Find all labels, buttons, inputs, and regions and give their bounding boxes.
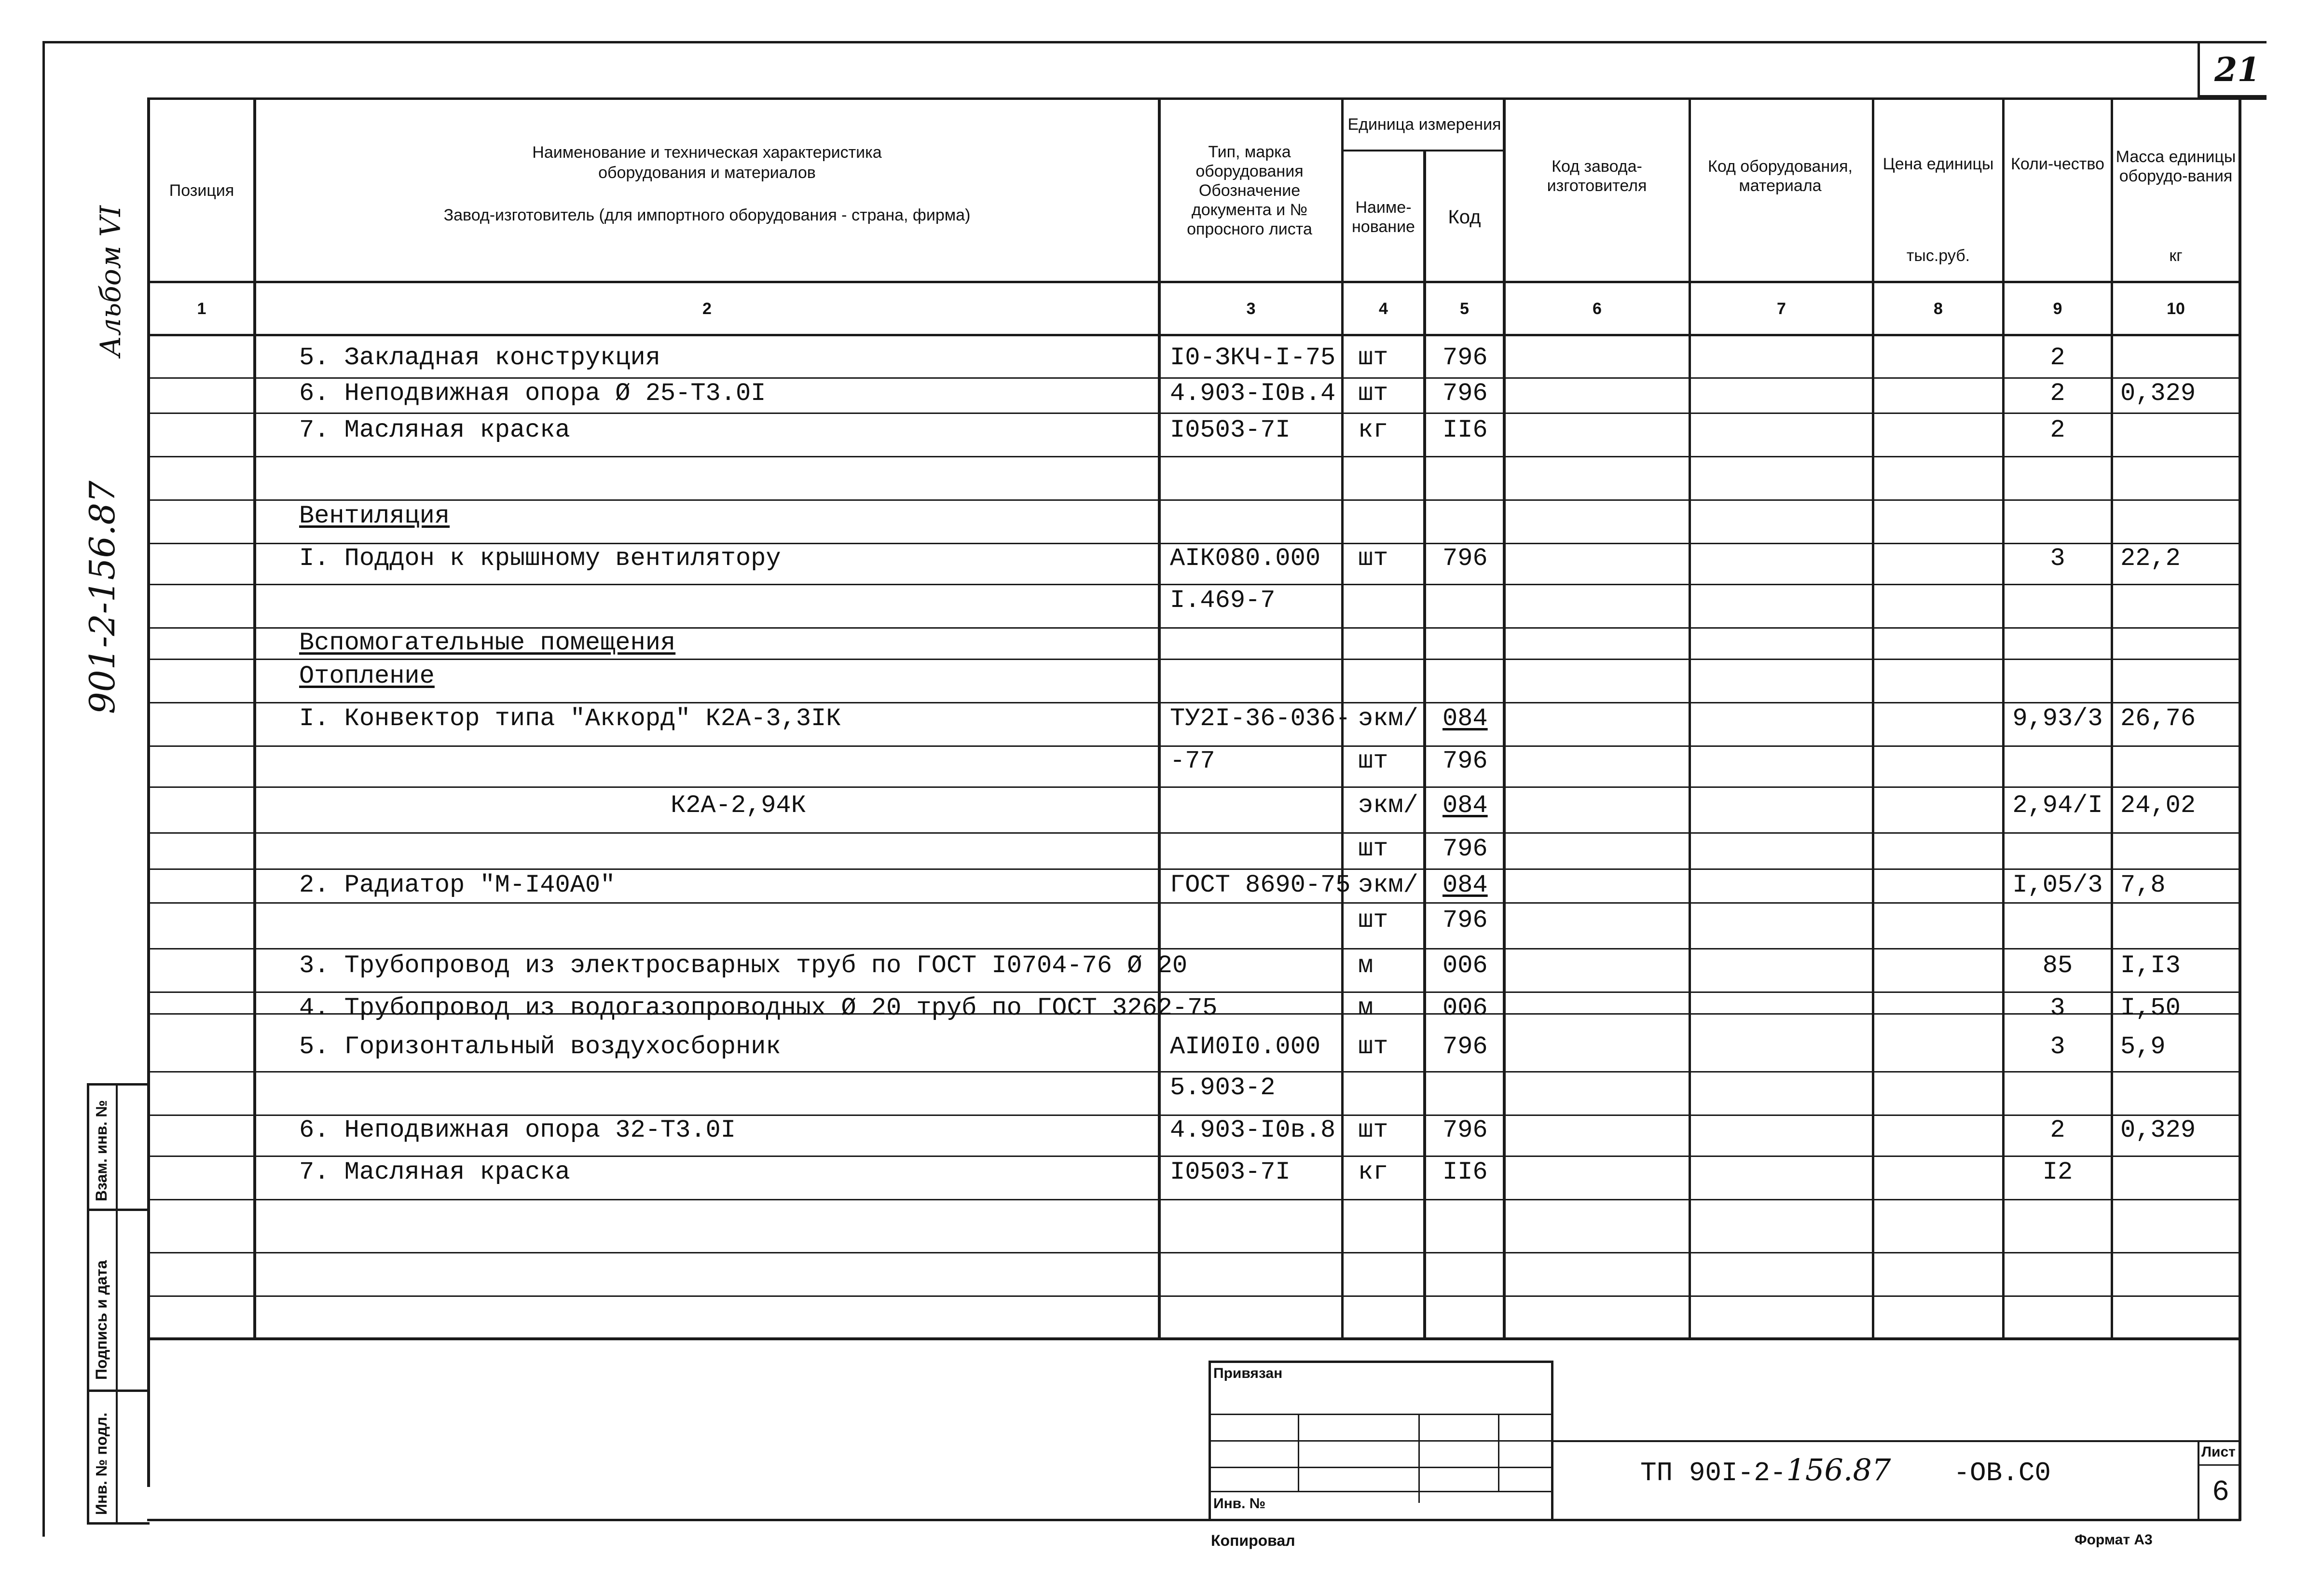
table-right — [2239, 97, 2241, 1337]
colnum-10: 10 — [2167, 300, 2185, 318]
cell-unit: шт — [1358, 379, 1388, 408]
format-label: Формат А3 — [2074, 1532, 2153, 1548]
cell-unit: кг — [1358, 416, 1388, 444]
cell-type: 4.903-I0в.4 — [1170, 379, 1336, 408]
cell-unit: экм/ — [1358, 791, 1418, 820]
cell-code: 796 — [1442, 747, 1488, 775]
cell-type: I0503-7I — [1170, 1158, 1291, 1186]
cell-name: 2. Радиатор "М-I40А0" — [299, 871, 616, 899]
col-line-5 — [1503, 97, 1506, 1337]
cell-name: 5. Горизонтальный воздухосборник — [299, 1032, 781, 1061]
colnum-bottom — [147, 334, 2241, 336]
cell-qty: 3 — [2050, 994, 2065, 1022]
cell-type: -77 — [1170, 747, 1215, 775]
priv-h4 — [1209, 1491, 1553, 1492]
cell-type: I0-ЗКЧ-I-75 — [1170, 344, 1336, 372]
row-divider — [150, 991, 2239, 993]
inv-no-label: Инв. № — [1213, 1496, 1266, 1512]
stamp-div-2 — [87, 1390, 150, 1392]
header-quantity: Коли-чество — [2011, 155, 2104, 173]
side-doc-code: 901-2-156.87 — [82, 481, 123, 714]
cell-code: 796 — [1442, 344, 1488, 372]
cell-qty: 2 — [2050, 1116, 2065, 1144]
stamp-label-inv: Инв. № подл. — [93, 1412, 110, 1515]
cell-type: АIИ0I0.000 — [1170, 1032, 1321, 1061]
header-price-unit: тыс.руб. — [1906, 247, 1970, 265]
colnum-1: 1 — [197, 300, 206, 318]
cell-code: 796 — [1442, 835, 1488, 863]
priv-h1 — [1209, 1414, 1553, 1415]
cell-mass: 0,329 — [2120, 379, 2196, 408]
colnum-8: 8 — [1934, 300, 1943, 318]
col-line-7 — [1872, 97, 1874, 1337]
title-top — [1553, 1440, 2241, 1442]
cell-qty: 9,93/3 — [2012, 704, 2103, 733]
header-unit-group: Единица измерения — [1347, 115, 1501, 134]
cell-unit: шт — [1358, 906, 1388, 935]
stamp-label-vzam: Взам. инв. № — [93, 1100, 110, 1201]
cell-type: ГОСТ 8690-75 — [1170, 871, 1351, 899]
doc-code-suffix: -ОВ.С0 — [1953, 1458, 2051, 1488]
cell-code: 796 — [1442, 379, 1488, 408]
cell-name: 4. Трубопровод из водогазопроводных Ø 20 труб по ГОСТ 3262-75 — [299, 994, 1218, 1022]
col-line-2 — [1158, 97, 1161, 1337]
cell-unit: кг — [1358, 1158, 1388, 1186]
cell-qty: I2 — [2042, 1158, 2073, 1186]
table-top — [147, 97, 2267, 100]
cell-mass: 26,76 — [2120, 704, 2196, 733]
row-divider — [150, 456, 2239, 457]
cell-code: 006 — [1442, 951, 1488, 980]
col-line-6 — [1689, 97, 1691, 1337]
cell-mass: 22,2 — [2120, 544, 2181, 573]
header-name-line2: оборудования и материалов — [598, 164, 816, 182]
row-divider — [150, 377, 2239, 379]
album-label: Альбом VI — [94, 205, 127, 357]
cell-mass: 5,9 — [2120, 1032, 2166, 1061]
frame-top — [42, 41, 2267, 43]
header-material-code: Код оборудования, материала — [1708, 157, 1853, 195]
cell-unit: шт — [1358, 544, 1388, 573]
row-divider — [150, 1295, 2239, 1297]
header-name-line1: Наименование и техническая характеристика — [532, 143, 882, 162]
doc-code-hand: 156.87 — [1786, 1452, 1891, 1487]
list-label: Лист — [2201, 1444, 2236, 1460]
stamp-col-mid — [116, 1083, 118, 1525]
cell-mass: I,I3 — [2120, 951, 2181, 980]
header-name-line3: Завод-изготовитель (для импортного оборудования - страна, фирма) — [443, 206, 971, 224]
list-number: 6 — [2212, 1476, 2230, 1509]
cell-name: 5. Закладная конструкция — [299, 344, 660, 372]
cell-code: 084 — [1442, 871, 1488, 899]
priv-v1 — [1298, 1414, 1299, 1491]
colnum-7: 7 — [1777, 300, 1786, 318]
colnum-4: 4 — [1379, 300, 1388, 318]
cell-name: К2А-2,94К — [671, 791, 806, 820]
cell-unit: шт — [1358, 1116, 1388, 1144]
colnum-5: 5 — [1460, 300, 1469, 318]
stamp-col-top — [87, 1083, 150, 1086]
priv-h3 — [1209, 1467, 1553, 1468]
list-box-mid — [2198, 1464, 2241, 1466]
cell-code: 084 — [1442, 704, 1488, 733]
cell-qty: 2,94/I — [2012, 791, 2103, 820]
cell-code: 006 — [1442, 994, 1488, 1022]
cell-qty: 2 — [2050, 344, 2065, 372]
cell-unit: экм/ — [1358, 704, 1418, 733]
doc-code-prefix: ТП 90I-2- — [1640, 1458, 1786, 1488]
cell-type: 4.903-I0в.8 — [1170, 1116, 1336, 1144]
header-unit-name: Наиме-нование — [1352, 198, 1415, 236]
col-line-8 — [2002, 97, 2005, 1337]
stamp-div-1 — [87, 1209, 150, 1211]
bottom-right-frame — [2239, 1337, 2241, 1521]
header-factory-code: Код завода-изготовителя — [1547, 157, 1647, 195]
header-unit-code: Код — [1448, 206, 1481, 228]
cell-qty: I,05/3 — [2012, 871, 2103, 899]
cell-type: I.469-7 — [1170, 586, 1276, 615]
cell-name: Вентиляция — [299, 502, 450, 530]
cell-code: II6 — [1442, 416, 1488, 444]
cell-name: 6. Неподвижная опора 32-Т3.0I — [299, 1116, 736, 1144]
cell-name: Отопление — [299, 662, 435, 690]
cell-code: II6 — [1442, 1158, 1488, 1186]
row-divider — [150, 1199, 2239, 1200]
sheet-num-box-left — [2198, 43, 2200, 96]
kopiroval-label: Копировал — [1211, 1532, 1295, 1549]
doc-code — [1640, 1452, 2051, 1488]
cell-unit: м — [1358, 994, 1374, 1022]
cell-type: АIК080.000 — [1170, 544, 1321, 573]
row-divider — [150, 659, 2239, 660]
row-divider — [150, 584, 2239, 585]
cell-name: 3. Трубопровод из электросварных труб по ГОСТ I0704-76 Ø 20 — [299, 951, 1188, 980]
unit-group-divider — [1341, 150, 1505, 151]
row-divider — [150, 702, 2239, 703]
colnum-2: 2 — [702, 300, 712, 318]
cell-mass: 0,329 — [2120, 1116, 2196, 1144]
header-position: Позиция — [169, 181, 234, 200]
table-bottom — [147, 1337, 2241, 1340]
colnum-6: 6 — [1593, 300, 1602, 318]
priv-top — [1209, 1361, 1553, 1363]
row-divider — [150, 1252, 2239, 1253]
stamp-label-podpis: Подпись и дата — [93, 1260, 110, 1380]
cell-unit: м — [1358, 951, 1374, 980]
cell-qty: 3 — [2050, 544, 2065, 573]
header-price: Цена единицы — [1882, 155, 1994, 173]
cell-unit: шт — [1358, 835, 1388, 863]
row-divider — [150, 868, 2239, 870]
stamp-col-bottom — [87, 1522, 150, 1525]
priv-v2 — [1418, 1414, 1420, 1503]
cell-code: 796 — [1442, 906, 1488, 935]
cell-type: ТУ2I-36-036- — [1170, 704, 1351, 733]
cell-code: 796 — [1442, 1032, 1488, 1061]
cell-mass: 7,8 — [2120, 871, 2166, 899]
header-bottom — [147, 281, 2241, 283]
cell-name: I. Поддон к крышному вентилятору — [299, 544, 781, 573]
cell-qty: 3 — [2050, 1032, 2065, 1061]
cell-unit: экм/ — [1358, 871, 1418, 899]
privyazan-label: Привязан — [1213, 1365, 1283, 1381]
cell-name: 7. Масляная краска — [299, 1158, 570, 1186]
cell-name: 7. Масляная краска — [299, 416, 570, 444]
row-divider — [150, 948, 2239, 949]
col-line-4 — [1423, 150, 1426, 1337]
row-divider — [150, 1156, 2239, 1157]
cell-code: 796 — [1442, 544, 1488, 573]
cell-mass: 24,02 — [2120, 791, 2196, 820]
header-type: Тип, марка оборудования Обозначение документа и № опросного листа — [1187, 143, 1312, 238]
cell-qty: 2 — [2050, 416, 2065, 444]
header-mass: Масса единицы оборудо-вания — [2116, 148, 2236, 185]
bottom-frame-line — [147, 1519, 2241, 1521]
header-mass-unit: кг — [2169, 247, 2183, 265]
row-divider — [150, 786, 2239, 788]
stamp-col-left — [87, 1083, 89, 1525]
cell-code: 084 — [1442, 791, 1488, 820]
cell-qty: 2 — [2050, 379, 2065, 408]
col-line-1 — [253, 97, 256, 1337]
cell-unit: шт — [1358, 1032, 1388, 1061]
cell-name: Вспомогательные помещения — [299, 629, 676, 657]
cell-unit: шт — [1358, 747, 1388, 775]
row-divider — [150, 499, 2239, 501]
cell-type: I0503-7I — [1170, 416, 1291, 444]
colnum-3: 3 — [1246, 300, 1256, 318]
cell-code: 796 — [1442, 1116, 1488, 1144]
cell-name: 6. Неподвижная опора Ø 25-Т3.0I — [299, 379, 766, 408]
priv-h2 — [1209, 1440, 1553, 1442]
frame-left — [42, 41, 45, 1537]
cell-unit: шт — [1358, 344, 1388, 372]
list-box-left — [2198, 1440, 2199, 1520]
priv-v3 — [1498, 1414, 1499, 1491]
colnum-9: 9 — [2053, 300, 2062, 318]
row-divider — [150, 902, 2239, 904]
row-divider — [150, 413, 2239, 414]
sheet-number-top: 21 — [2214, 51, 2260, 89]
col-line-9 — [2111, 97, 2113, 1337]
cell-type: 5.903-2 — [1170, 1073, 1276, 1102]
row-divider — [150, 1071, 2239, 1073]
cell-name: I. Конвектор типа "Аккорд" К2А-3,3IК — [299, 704, 841, 733]
row-divider — [150, 832, 2239, 834]
cell-mass: I,50 — [2120, 994, 2181, 1022]
cell-qty: 85 — [2042, 951, 2073, 980]
